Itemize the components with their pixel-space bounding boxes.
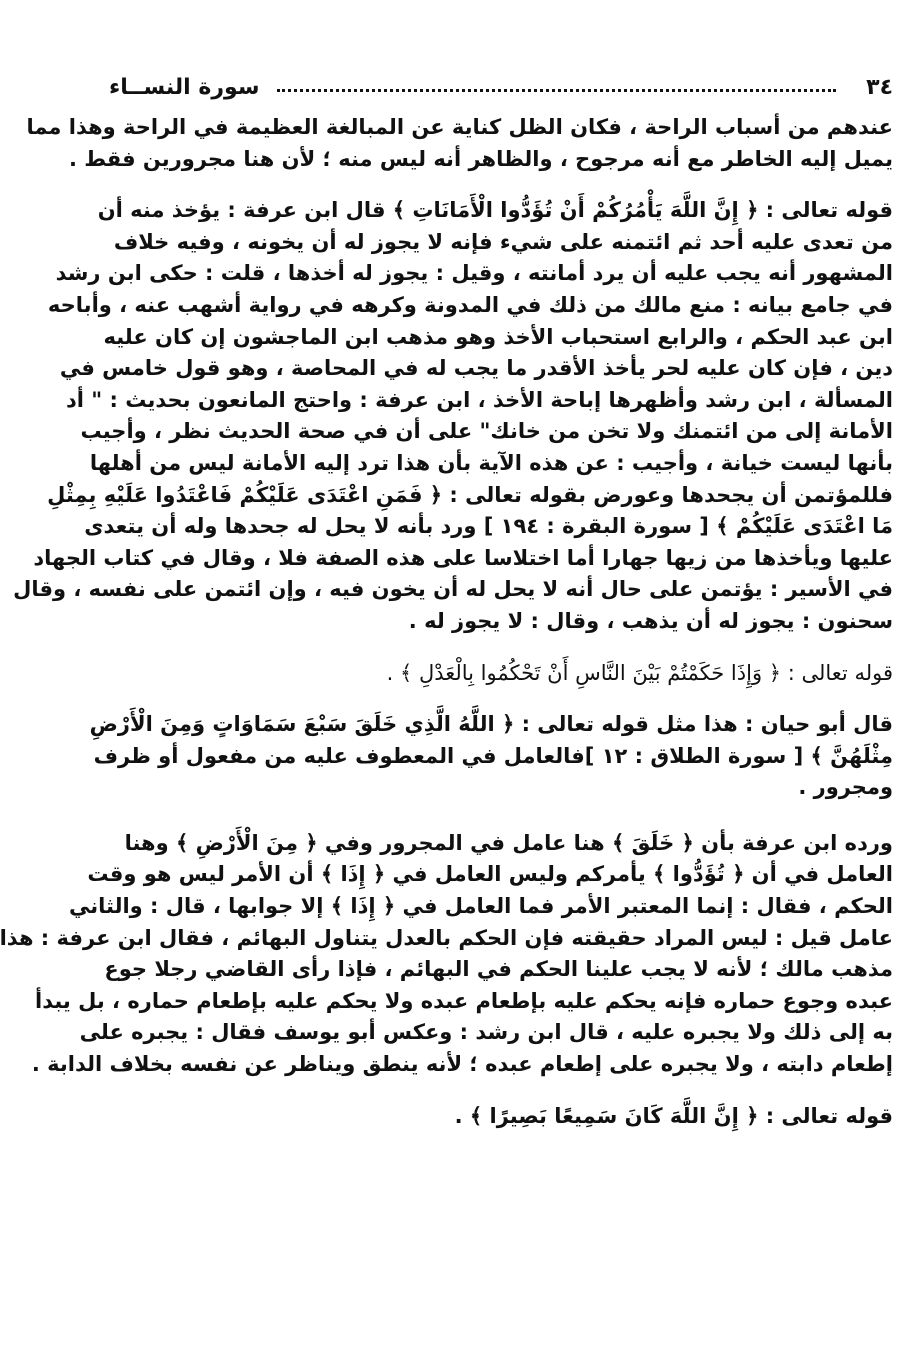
text-line: في الأسير : يؤتمن على حال أنه لا يحل له أن يخون فيه ، وإن ائتمن على نفسه ، وقال [13,577,893,602]
text-line: في جامع بيانه : منع مالك من ذلك في المدونة وكرهه في رواية أشهب عنه ، وأباحه [47,292,893,317]
paragraph-1 [26,112,893,175]
paragraph-3 [99,658,893,690]
text-line: ورده ابن عرفة بأن ﴿ خَلَقَ ﴾ هنا عامل في المجرور وفي ﴿ مِنَ الْأَرْضِ ﴾ وهنا [124,830,893,855]
paragraph-5 [0,828,893,1081]
paragraph-4 [89,709,893,804]
text-line: مَا اعْتَدَى عَلَيْكُمْ ﴾ [ سورة البقرة : ١٩٤ ] ورد بأنه لا يحل له جحدها وله أن يتعدى [84,514,893,539]
book-page [0,68,893,1132]
text-line: يميل إليه الخاطر مع أنه مرجوح ، والظاهر أنه ليس منه ؛ لأن هنا مجرورين فقط . [68,146,893,171]
text-line: دين ، فإن كان عليه لحر يأخذ الأقدر ما يجب له في المحاصة ، وهو قول خامس في [59,356,893,381]
text-line: عامل قيل : ليس المراد حقيقته فإن الحكم بالعدل يتناول البهائم ، فقال ابن عرفة : هذا [0,925,893,950]
text-line: الأمانة إلى من ائتمنك ولا تخن من خانك" على أن في صحة الحديث نظر ، وأجيب [80,419,893,444]
text-line: ومجرور . [798,775,893,800]
text-line: قال أبو حيان : هذا مثل قوله تعالى : ﴿ اللَّهُ الَّذِي خَلَقَ سَبْعَ سَمَاوَاتٍ وَمِنَ الْأَرْضِ [89,712,893,737]
surah-title: سورة النســاء [109,74,260,100]
running-header [99,68,893,106]
text-line: قوله تعالى : ﴿ وَإِذَا حَكَمْتُمْ بَيْنَ النَّاسِ أَنْ تَحْكُمُوا بِالْعَدْلِ ﴾ . [386,660,893,685]
text-line: بأنها ليست خيانة ، وأجيب : عن هذه الآية بأن هذا ترد إليه الأمانة ليس من أهلها [89,450,893,475]
text-line: عليها ويأخذها من زيها جهارا أما اختلاسا على هذه الصفة فلا ، وقال في كتاب الجهاد [33,545,893,570]
text-line: به إلى ذلك ولا يجبره عليه ، قال ابن رشد : وعكس أبو يوسف فقال : يجبره على [79,1020,893,1045]
page-number: ٣٤ [866,74,893,100]
dotted-leader [277,89,836,92]
text-line: المسألة ، ابن رشد وأظهرها إباحة الأخذ ، ابن عرفة : واحتج المانعون بحديث : " أد [66,387,893,412]
text-line: إطعام دابته ، ولا يجبره على إطعام عبده ؛ لأنه ينطق ويناظر عن نفسه بخلاف الدابة . [31,1052,893,1077]
paragraph-6 [99,1101,893,1133]
text-line: العامل في أن ﴿ تُؤَدُّوا ﴾ يأمركم وليس العامل في ﴿ إِذَا ﴾ أن الأمر ليس هو وقت [87,862,893,887]
text-line: عندهم من أسباب الراحة ، فكان الظل كناية عن المبالغة العظيمة في الراحة وهذا مما [26,115,893,139]
text-line: مذهب مالك ؛ لأنه لا يجب علينا الحكم في البهائم ، فإذا رأى القاضي رجلا جوع [104,957,893,982]
text-line: فللمؤتمن أن يجحدها وعورض بقوله تعالى : ﴿ فَمَنِ اعْتَدَى عَلَيْكُمْ فَاعْتَدُوا عَلَيْهِ بِمِثْلِ [47,482,893,507]
text-line: ابن عبد الحكم ، والرابع استحباب الأخذ وهو مذهب ابن الماجشون إن كان عليه [103,324,893,349]
text-line: الحكم ، فقال : إنما المعتبر الأمر فما العامل في ﴿ إِذَا ﴾ إلا جوابها ، قال : والثاني [68,894,893,919]
text-line: قوله تعالى : ﴿ إِنَّ اللَّهَ كَانَ سَمِيعًا بَصِيرًا ﴾ . [454,1103,893,1128]
text-line: قوله تعالى : ﴿ إِنَّ اللَّهَ يَأْمُرُكُمْ أَنْ تُؤَدُّوا الْأَمَانَاتِ ﴾ قال ابن عرفة : يؤخذ منه أن [97,198,893,223]
text-line: سحنون : يجوز له أن يذهب ، وقال : لا يجوز له . [408,608,893,633]
text-line: المشهور أنه يجب عليه أن يرد أمانته ، وقيل : يجوز له أخذها ، قلت : حكى ابن رشد [55,261,893,286]
text-line: مِثْلَهُنَّ ﴾ [ سورة الطلاق : ١٢ ]فالعامل في المعطوف عليه من مفعول أو ظرف [93,743,893,768]
paragraph-2 [13,195,893,637]
text-line: عبده وجوع حماره فإنه يحكم عليه بإطعام عبده ولا يحكم عليه بإطعام حماره ، بل يبدأ [35,988,893,1013]
text-line: من تعدى عليه أحد ثم ائتمنه على شيء فإنه لا يجوز له أن يخونه ، وفيه خلاف [113,229,893,254]
